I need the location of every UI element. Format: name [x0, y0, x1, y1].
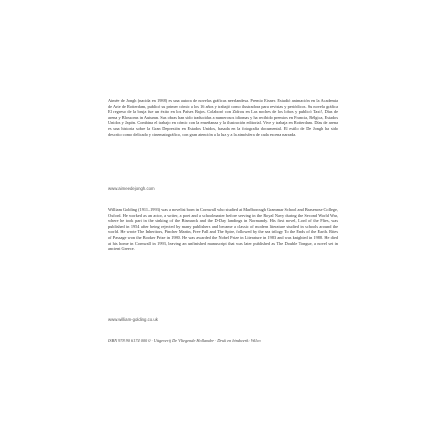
- author-bio-paragraph-2: William Golding (1911–1993) was a novelist born in Cornwall who studied at Marlborough Grammar School and Brasenose College, Oxford. He worked as an actor, a writer, a poet and a schoolmaster before serving in the Royal Navy during the Second World War, where he took part in the sinking of the Bismarck and the D-Day landings in Normandy. His first novel, Lord of the Flies, was published in 1954 after being rejected by many publishers and became a classic of modern literature studied in schools around the world. He wrote The Inheritors, Pincher Martin, Free Fall and The Spire, followed by the sea trilogy To the Ends of the Earth. Rites of Passage won the Booker Prize in 1980. He was awarded the Nobel Prize in Literature in 1983 and was knighted in 1988. He died at his home in Cornwall in 1993, leaving an unfinished manuscript that was later published as The Double Tongue, a novel set in ancient Greece.: [108, 207, 338, 252]
- spacer: [108, 323, 338, 338]
- colophon-footer: ISBN 978 90 6174 000 0 · Uitgeverij De Vliegende Hollander · Druk en bindwerk: Wilco: [108, 338, 261, 343]
- spacer: [108, 177, 338, 186]
- text-column: [108, 98, 338, 344]
- author-bio-paragraph-1: Aimée de Jongh (nacida en 1988) es una autora de novelas gráficas neerlandesa. Premio Eisner. Estudió animación en la Academia de Arte de Rotterdam, publicó su primer cómic a los 16 años y trabajó como ilustradora para revistas y periódicos. Su novela gráfica El regreso de la bruja fue un éxito en los Países Bajos. Colaboró con Zidrou en Las noches de los lobos y publicó Taxi!, Días de arena y Blossoms in Autumn. Sus obras han sido traducidas a numerosos idiomas y ha recibido premios en Francia, Bélgica, Estados Unidos y Japón. Combina el trabajo en cómic con la enseñanza y la ilustración editorial. Vive y trabaja en Rotterdam. Días de arena es una historia sobre la Gran Depresión en Estados Unidos, basada en la fotografía documental. El estilo de De Jongh ha sido descrito como delicado y cinematográfico, con gran atención a la luz y a la atmósfera de cada escena narrada.: [108, 98, 338, 137]
- spacer: [108, 303, 338, 317]
- author-website-link-1[interactable]: www.aimeedejongh.com: [108, 186, 155, 191]
- author-website-link-2[interactable]: www.william-golding.co.uk: [108, 317, 158, 322]
- spacer: [108, 192, 338, 207]
